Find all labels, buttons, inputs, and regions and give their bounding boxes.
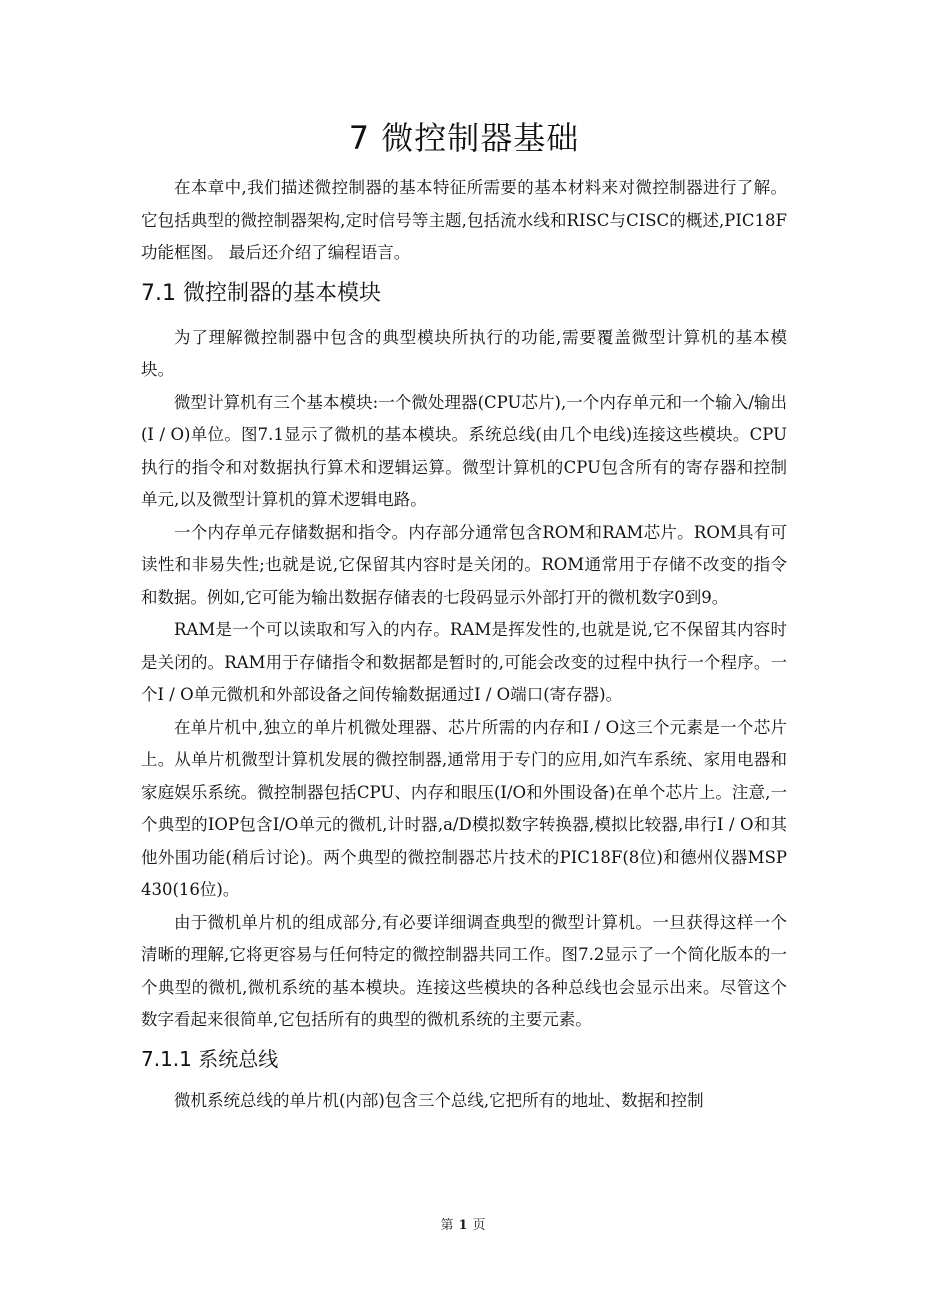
- footer-suffix: 页: [472, 1218, 486, 1233]
- section-heading-7-1: 7.1 微控制器的基本模块: [141, 280, 381, 306]
- paragraph: 为了理解微控制器中包含的典型模块所执行的功能,需要覆盖微型计算机的基本模块。: [141, 327, 787, 379]
- paragraph: 微机系统总线的单片机(内部)包含三个总线,它把所有的地址、数据和控制: [174, 1090, 704, 1110]
- page-number: 1: [458, 1218, 468, 1233]
- document-body: [141, 112, 787, 1117]
- paragraph: 一个内存单元存储数据和指令。内存部分通常包含ROM和RAM芯片。ROM具有可读性和非易失性;也就是说,它保留其内容时是关闭的。ROM通常用于存储不改变的指令和数据。例如,它可能为输出数据存储表的七段码显示外部打开的微机数字0到9。: [141, 522, 787, 607]
- chapter-title: 7 微控制器基础: [348, 119, 580, 157]
- footer-prefix: 第: [440, 1218, 454, 1233]
- paragraph: 微型计算机有三个基本模块:一个微处理器(CPU芯片),一个内存单元和一个输入/输出(I / O)单位。图7.1显示了微机的基本模块。系统总线(由几个电线)连接这些模块。CPU执行的指令和对数据执行算术和逻辑运算。微型计算机的CPU包含所有的寄存器和控制单元,以及微型计算机的算术逻辑电路。: [141, 392, 787, 509]
- paragraph: 由于微机单片机的组成部分,有必要详细调查典型的微型计算机。一旦获得这样一个清晰的理解,它将更容易与任何特定的微控制器共同工作。图7.2显示了一个简化版本的一个典型的微机,微机系统的基本模块。连接这些模块的各种总线也会显示出来。尽管这个数字看起来很简单,它包括所有的典型的微机系统的主要元素。: [141, 912, 787, 1029]
- page-footer: [0, 1214, 926, 1233]
- paragraph: RAM是一个可以读取和写入的内存。RAM是挥发性的,也就是说,它不保留其内容时是关闭的。RAM用于存储指令和数据都是暂时的,可能会改变的过程中执行一个程序。一个I / O单元微机和外部设备之间传输数据通过I / O端口(寄存器)。: [141, 620, 787, 704]
- paragraph: 在单片机中,独立的单片机微处理器、芯片所需的内存和I / O这三个元素是一个芯片上。从单片机微型计算机发展的微控制器,通常用于专门的应用,如汽车系统、家用电器和家庭娱乐系统。微控制器包括CPU、内存和眼压(I/O和外围设备)在单个芯片上。注意,一个典型的IOP包含I/O单元的微机,计时器,a/D模拟数字转换器,模拟比较器,串行I / O和其他外围功能(稍后讨论)。两个典型的微控制器芯片技术的PIC18F(8位)和德州仪器MSP 430(16位)。: [141, 717, 787, 899]
- section-heading-7-1-1: 7.1.1 系统总线: [141, 1046, 279, 1071]
- intro-paragraph: 在本章中,我们描述微控制器的基本特征所需要的基本材料来对微控制器进行了解。它包括典型的微控制器架构,定时信号等主题,包括流水线和RISC与CISC的概述,PIC18F功能框图。 最后还介绍了编程语言。: [141, 178, 787, 262]
